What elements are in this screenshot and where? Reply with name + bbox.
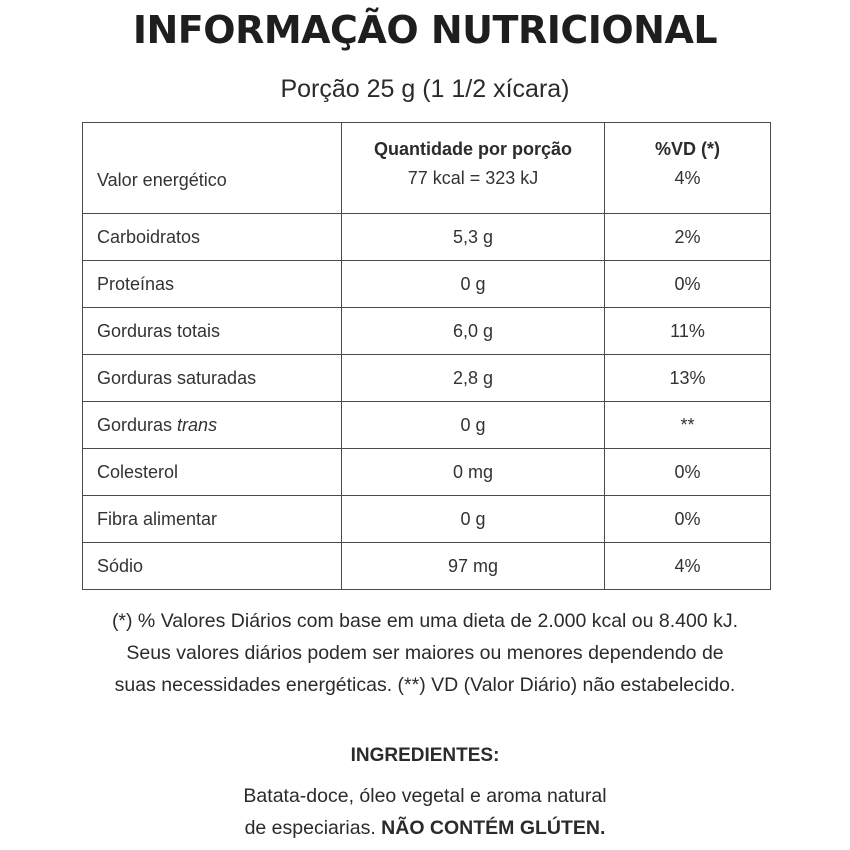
ingredients-line <box>0 812 850 844</box>
nutrition-table <box>82 122 771 590</box>
nutrient-label: Colesterol <box>83 449 342 496</box>
nutrient-dv: 0% <box>605 496 771 543</box>
nutrient-label: Gorduras totais <box>83 308 342 355</box>
dv-header: %VD (*) <box>654 139 720 159</box>
table-row <box>83 496 771 543</box>
nutrient-amount: 0 g <box>342 402 605 449</box>
nutrient-dv: 13% <box>605 355 771 402</box>
nutrient-amount: 0 g <box>342 496 605 543</box>
energy-dv: 4% <box>674 168 701 188</box>
serving-size: Porção 25 g (1 1/2 xícara) <box>280 75 570 103</box>
nutrient-amount: 6,0 g <box>342 308 605 355</box>
label-title: INFORMAÇÃO NUTRICIONAL <box>132 8 718 52</box>
ingredients-line: Batata-doce, óleo vegetal e aroma natural <box>243 785 607 807</box>
nutrient-amount: 5,3 g <box>342 214 605 261</box>
ingredients-text <box>0 780 850 844</box>
nutrient-dv: 2% <box>605 214 771 261</box>
quantity-header-cell <box>342 123 605 214</box>
nutrient-label: Sódio <box>83 543 342 590</box>
table-row-energy <box>83 123 771 214</box>
nutrient-dv: 0% <box>605 261 771 308</box>
nutrient-label <box>83 402 342 449</box>
ingredients-line-prefix: de especiarias. <box>244 817 382 839</box>
nutrient-amount: 97 mg <box>342 543 605 590</box>
table-row <box>83 308 771 355</box>
nutrient-dv: 0% <box>605 449 771 496</box>
nutrient-dv: 4% <box>605 543 771 590</box>
nutrient-label: Proteínas <box>83 261 342 308</box>
nutrient-label: Fibra alimentar <box>83 496 342 543</box>
nutrient-dv: 11% <box>605 308 771 355</box>
footnote-line: (*) % Valores Diários com base em uma dieta de 2.000 kcal ou 8.400 kJ. <box>111 610 739 632</box>
daily-value-footnote <box>0 605 850 701</box>
table-row <box>83 261 771 308</box>
nutrient-label-prefix: Gorduras <box>97 414 178 435</box>
quantity-header: Quantidade por porção <box>373 139 573 159</box>
table-row <box>83 402 771 449</box>
footnote-line: suas necessidades energéticas. (**) VD (Valor Diário) não estabelecido. <box>114 674 736 696</box>
nutrient-label: Gorduras saturadas <box>83 355 342 402</box>
energy-label: Valor energético <box>97 169 227 190</box>
ingredients-title: INGREDIENTES: <box>350 745 500 766</box>
gluten-free-notice: NÃO CONTÉM GLÚTEN. <box>381 817 606 839</box>
table-row <box>83 449 771 496</box>
table-row <box>83 543 771 590</box>
nutrient-label: Carboidratos <box>83 214 342 261</box>
table-row <box>83 214 771 261</box>
energy-label-cell <box>83 123 342 214</box>
energy-amount: 77 kcal = 323 kJ <box>407 168 539 188</box>
nutrient-dv: ** <box>605 402 771 449</box>
nutrient-amount: 0 mg <box>342 449 605 496</box>
footnote-line: Seus valores diários podem ser maiores ou menores dependendo de <box>126 642 724 664</box>
nutrient-amount: 2,8 g <box>342 355 605 402</box>
table-row <box>83 355 771 402</box>
dv-header-cell <box>605 123 771 214</box>
nutrient-amount: 0 g <box>342 261 605 308</box>
nutrient-label-italic: trans <box>177 414 218 435</box>
